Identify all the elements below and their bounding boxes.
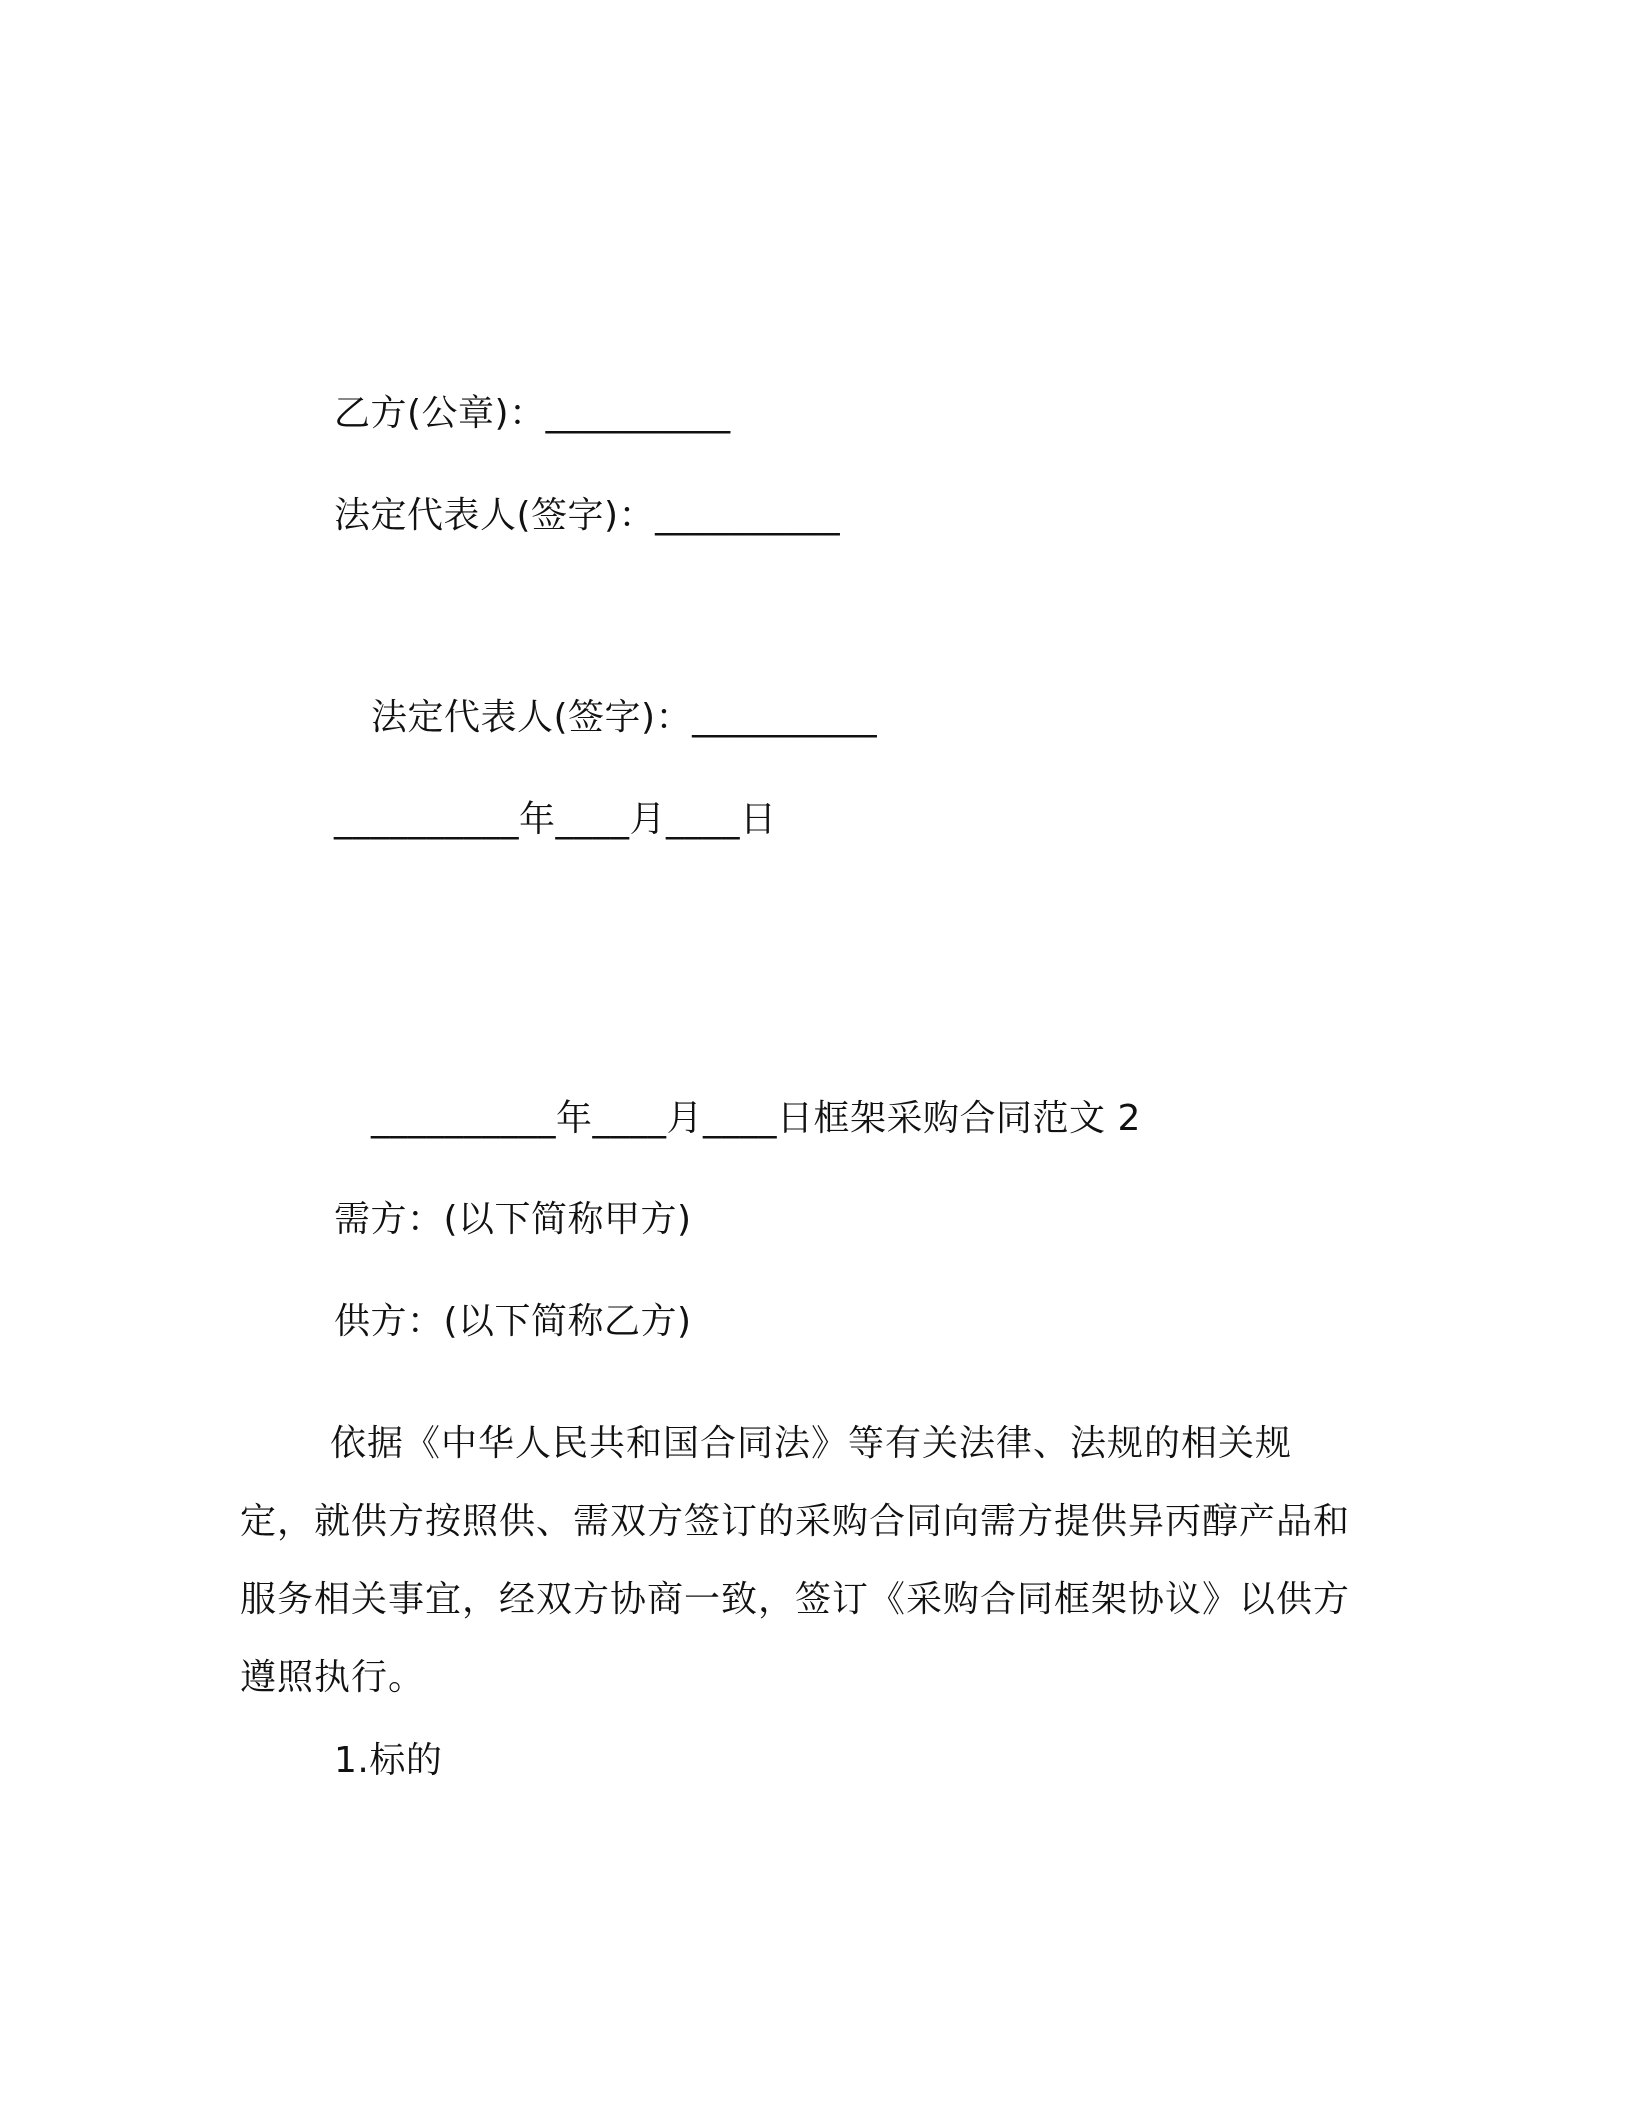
buyer-line: 需方：(以下简称甲方) (334, 1199, 692, 1240)
contract-heading: __________年____月____日框架采购合同范文 2 (371, 1098, 1141, 1139)
intro-paragraph-text: 依据《中华人民共和国合同法》等有关法律、法规的相关规定，就供方按照供、需双方签订的采购合同向需方提供异丙醇产品和服务相关事宜，经双方协商一致，签订《采购合同框架协议》以供方遵照执行。 (240, 1423, 1351, 1698)
supplier-line: 供方：(以下简称乙方) (334, 1301, 692, 1342)
section-1-heading: 1.标的 (334, 1740, 443, 1781)
legal-representative-line-1: 法定代表人(签字)：__________ (334, 495, 841, 536)
intro-paragraph (240, 1405, 1355, 1717)
legal-representative-line-2: 法定代表人(签字)：__________ (371, 697, 878, 738)
date-line: __________年____月____日 (334, 799, 777, 840)
party-b-seal-line: 乙方(公章)：__________ (334, 393, 731, 434)
